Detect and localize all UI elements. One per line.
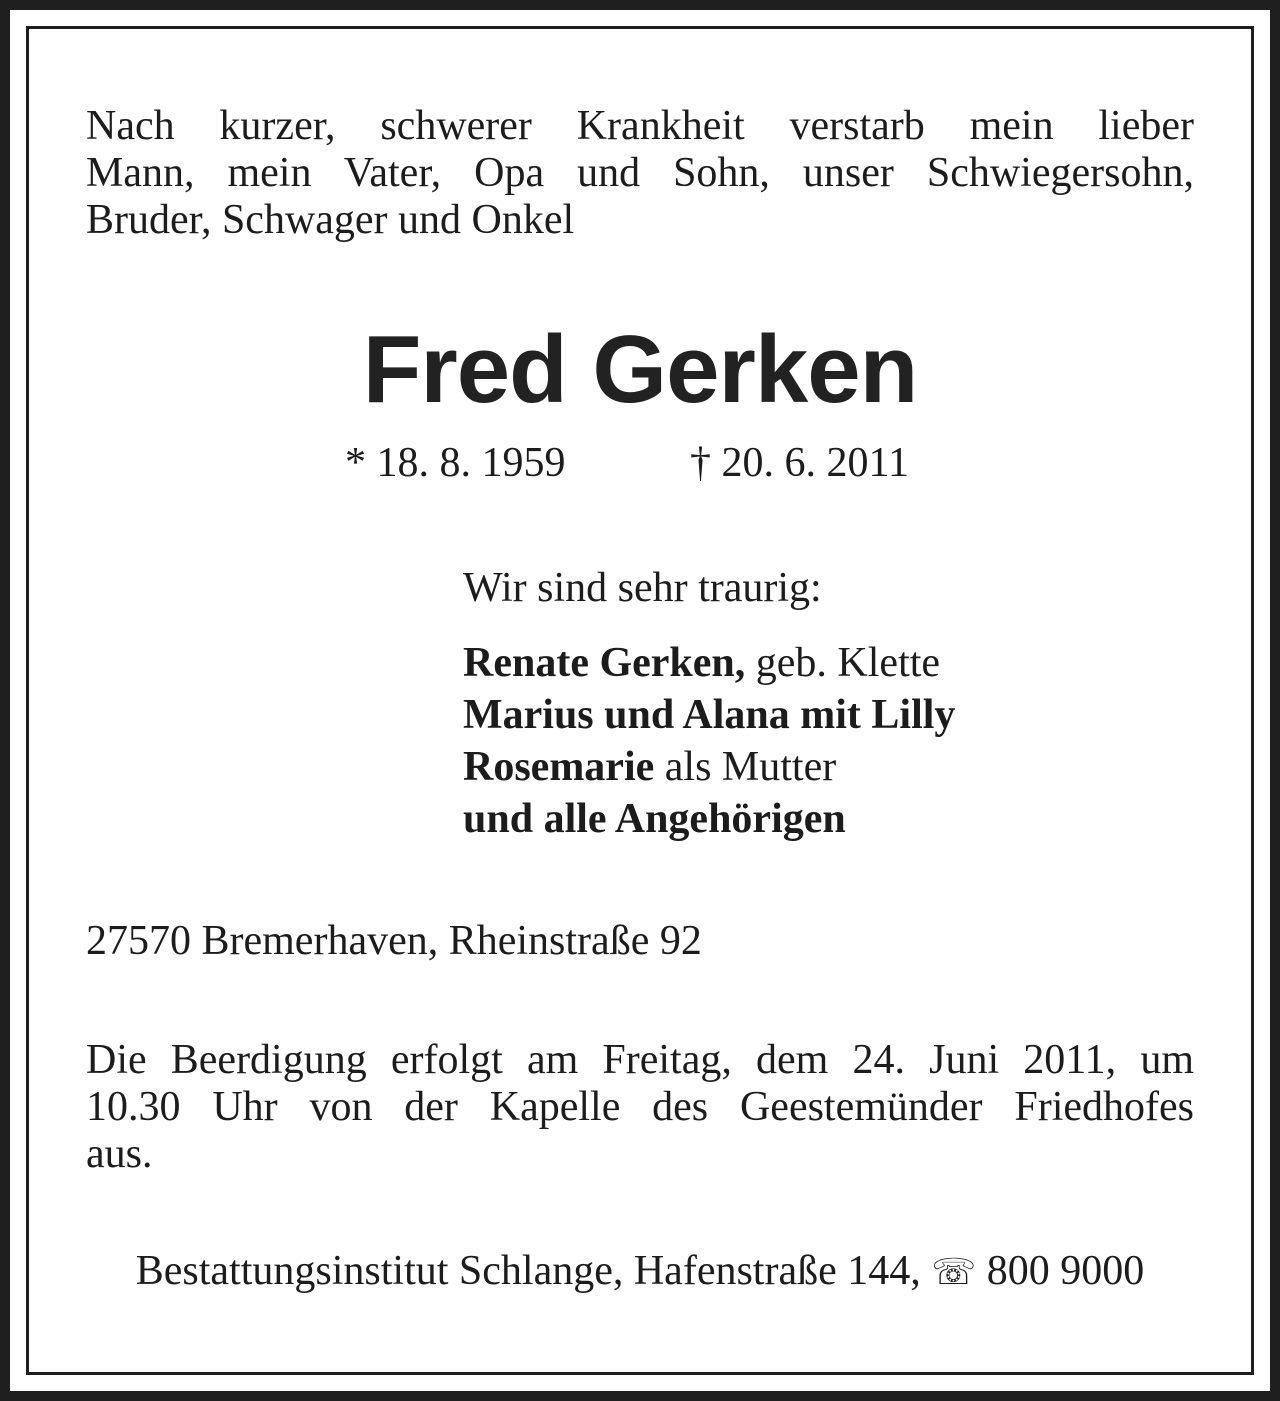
intro-line-3: Bruder, Schwager und Onkel <box>86 197 575 243</box>
mourner-row <box>463 637 1163 689</box>
funeral-line-3: aus. <box>86 1131 153 1177</box>
mourners-block <box>463 565 1163 845</box>
funeral-line-1: Die Beerdigung erfolgt am Freitag, dem 24. Juni 2011, um <box>86 1037 1194 1083</box>
mourner-name: Marius und Alana mit Lilly <box>463 692 956 738</box>
telephone-icon: ☏ <box>931 1252 977 1293</box>
family-address: 27570 Bremerhaven, Rheinstraße 92 <box>86 918 702 964</box>
mourner-row <box>463 793 1163 845</box>
deceased-name: Fred Gerken <box>362 316 918 423</box>
mourner-name: Renate Gerken, <box>463 640 746 686</box>
mourner-row <box>463 689 1163 741</box>
mourners-heading: Wir sind sehr traurig: <box>463 565 822 611</box>
funeral-notice <box>86 1037 1194 1178</box>
intro-text <box>86 103 1194 244</box>
funeral-line-2: 10.30 Uhr von der Kapelle des Geestemünder Friedhofes <box>86 1084 1194 1130</box>
mourner-name: Rosemarie <box>463 744 655 790</box>
undertaker-text: Bestattungsinstitut Schlange, Hafenstraße 144, <box>135 1248 932 1294</box>
intro-line-2: Mann, mein Vater, Opa und Sohn, unser Schwiegersohn, <box>86 150 1194 196</box>
birth-date: * 18. 8. 1959 <box>345 440 566 486</box>
mourner-name: und alle Angehörigen <box>463 796 846 842</box>
death-date: † 20. 6. 2011 <box>690 440 909 486</box>
undertaker-line <box>0 1248 1280 1296</box>
mourner-row <box>463 741 1163 793</box>
intro-line-1: Nach kurzer, schwerer Krankheit verstarb mein lieber <box>86 103 1194 149</box>
mourner-note: geb. Klette <box>745 640 941 686</box>
mourner-note: als Mutter <box>654 744 837 790</box>
life-dates <box>0 440 1280 490</box>
undertaker-phone: 800 9000 <box>976 1248 1145 1294</box>
